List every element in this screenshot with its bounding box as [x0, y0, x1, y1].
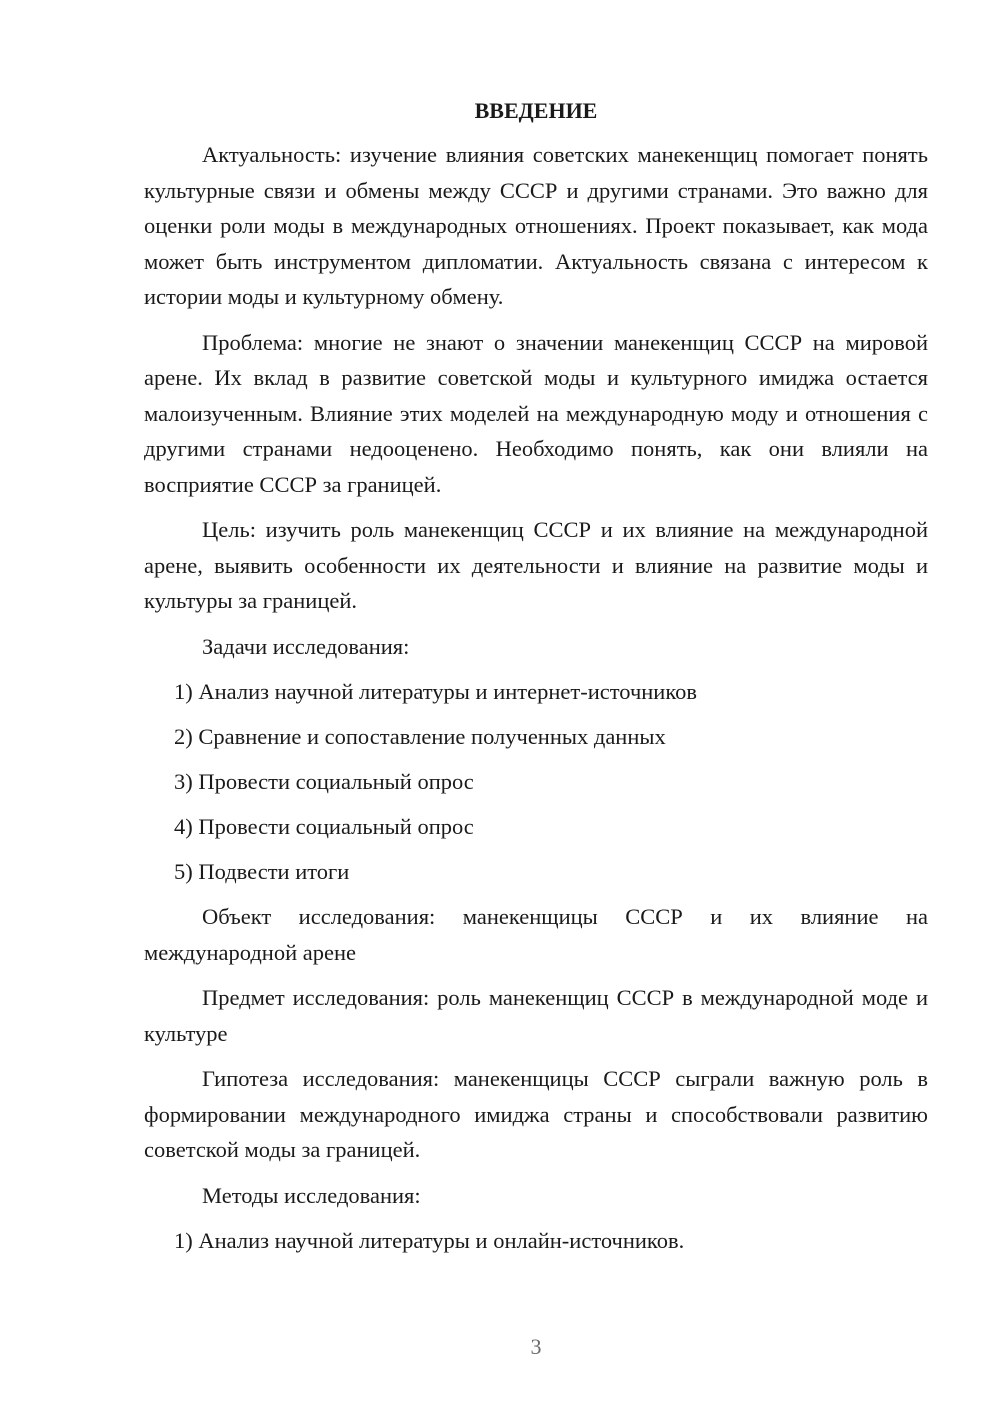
object-paragraph: Объект исследования: манекенщицы СССР и их влияние на международной арене: [144, 904, 928, 965]
document-page: [144, 95, 928, 1268]
methods-heading: Методы исследования:: [202, 1182, 421, 1208]
subject-paragraph: Предмет исследования: роль манекенщиц СССР в международной моде и культуре: [144, 985, 928, 1046]
list-item: 4) Провести социальный опрос: [174, 814, 474, 839]
hypothesis-paragraph: Гипотеза исследования: манекенщицы СССР сыграли важную роль в формировании международного имиджа страны и способствовали развитию советской моды за границей.: [144, 1066, 928, 1162]
section-title: ВВЕДЕНИЕ: [474, 98, 598, 123]
list-item: 2) Сравнение и сопоставление полученных данных: [174, 724, 666, 749]
problem-paragraph: Проблема: многие не знают о значении манекенщиц СССР на мировой арене. Их вклад в развитие советской моды и культурного имиджа остается малоизученным. Влияние этих моделей на международную моду и отношения с другими странами недооценено. Необходимо понять, как они влияли на восприятие СССР за границей.: [144, 329, 928, 497]
list-item: 5) Подвести итоги: [174, 859, 350, 884]
methods-list: [144, 1223, 928, 1259]
tasks-heading: Задачи исследования:: [202, 633, 410, 659]
tasks-list: [144, 674, 928, 890]
goal-paragraph: Цель: изучить роль манекенщиц СССР и их влияние на международной арене, выявить особенности их деятельности и влияние на развитие моды и культуры за границей.: [144, 517, 928, 613]
relevance-paragraph: Актуальность: изучение влияния советских манекенщиц помогает понять культурные связи и обмены между СССР и другими странами. Это важно для оценки роли моды в международных отношениях. Проект показывает, как мода может быть инструментом дипломатии. Актуальность связана с интересом к истории моды и культурному обмену.: [144, 142, 928, 309]
list-item: 1) Анализ научной литературы и онлайн-источников.: [174, 1228, 685, 1253]
page-number: 3: [530, 1334, 542, 1359]
list-item: 3) Провести социальный опрос: [174, 769, 474, 794]
list-item: 1) Анализ научной литературы и интернет-источников: [174, 679, 698, 704]
